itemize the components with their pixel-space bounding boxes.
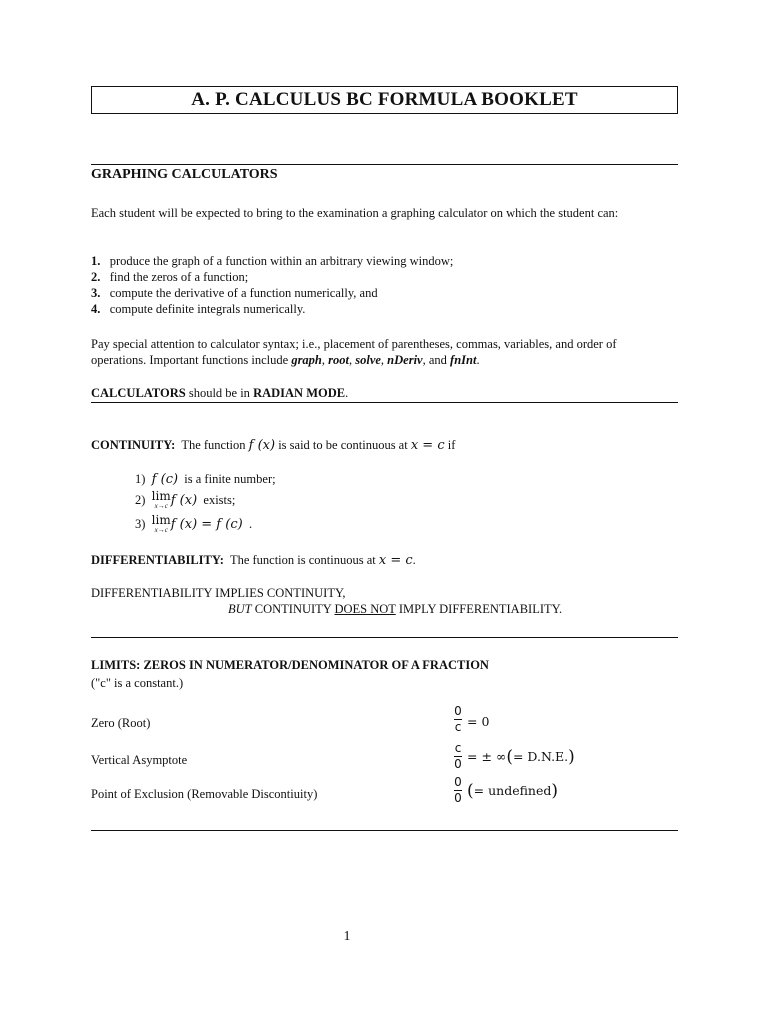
fraction: c 0 (454, 741, 462, 771)
graphing-heading: GRAPHING CALCULATORS (91, 167, 278, 182)
continuity-condition-1: 1) f (c) is a finite number; (135, 472, 276, 487)
differentiability-label: DIFFERENTIABILITY: (91, 553, 224, 567)
x-equals-c: x = c (410, 438, 445, 453)
list-item: 4. compute definite integrals numerically. (91, 302, 306, 316)
continuity-label: CONTINUITY: (91, 438, 176, 452)
divider-bottom (91, 830, 678, 831)
list-number: 2 (91, 270, 98, 284)
limit-case-label: Vertical Asymptote (91, 753, 188, 767)
calculator-capabilities-list (91, 253, 676, 317)
implies-continuity: DIFFERENTIABILITY IMPLIES CONTINUITY, (91, 586, 346, 600)
differentiability-definition: DIFFERENTIABILITY: The function is continuous at x = c. (91, 553, 416, 568)
list-text: find the zeros of a function; (109, 270, 249, 284)
page-number: 1 (343, 929, 351, 944)
divider-continuity (91, 402, 678, 403)
limits-heading: LIMITS: ZEROS IN NUMERATOR/DENOMINATOR OF A FRACTION (91, 658, 489, 672)
syntax-line-1: Pay special attention to calculator syntax; i.e., placement of parentheses, commas, variables, and order of (91, 337, 617, 351)
limits-note: ("c" is a constant.) (91, 676, 184, 690)
fn-graph: graph (291, 353, 322, 367)
continuity-condition-2: 2) lim x→c f (x) exists; (135, 489, 236, 510)
continuity-definition: CONTINUITY: The function f (x) is said to be continuous at x = c if (91, 438, 456, 453)
list-number: 3 (91, 286, 98, 300)
fraction-result: = ± ∞(= D.N.E.) (467, 747, 575, 767)
list-text: compute the derivative of a function numerically, and (109, 286, 378, 300)
limit-case-label: Zero (Root) (91, 716, 151, 730)
list-number: 1 (91, 254, 98, 268)
list-item: 3. compute the derivative of a function numerically, and (91, 286, 378, 300)
divider-limits (91, 637, 678, 638)
graphing-intro: Each student will be expected to bring to the examination a graphing calculator on which the student can: (91, 206, 619, 220)
syntax-line-2: operations. Important functions include graph, root, solve, nDeriv, and fnInt. (91, 353, 480, 367)
title-text: A. P. CALCULUS BC FORMULA BOOKLET (191, 89, 578, 110)
radian-mode-note: CALCULATORS should be in RADIAN MODE. (91, 386, 349, 400)
list-item: 2. find the zeros of a function; (91, 270, 249, 284)
list-number: 4 (91, 302, 98, 316)
fraction: 0 0 (454, 775, 462, 805)
fn-nderiv: nDeriv (387, 353, 423, 367)
function-fx: f (x) (248, 438, 276, 453)
fraction-result: = 0 (467, 714, 490, 729)
list-text: produce the graph of a function within an arbitrary viewing window; (109, 254, 454, 268)
converse-note: BUT CONTINUITY DOES NOT IMPLY DIFFERENTIABILITY. (228, 602, 563, 616)
fn-root: root (328, 353, 349, 367)
divider-top (91, 164, 678, 165)
fn-fnint: fnInt (450, 353, 477, 367)
booklet-title (91, 86, 678, 114)
list-item: 1. produce the graph of a function within an arbitrary viewing window; (91, 254, 454, 268)
list-text: compute definite integrals numerically. (109, 302, 306, 316)
fraction: 0 c (454, 704, 462, 734)
fraction-result: (= undefined) (467, 781, 559, 801)
syntax-paragraph (91, 336, 691, 368)
limit-case-label: Point of Exclusion (Removable Discontiuity) (91, 787, 318, 801)
fn-solve: solve (355, 353, 381, 367)
continuity-condition-3: 3) lim x→c f (x) = f (c) . (135, 513, 253, 534)
